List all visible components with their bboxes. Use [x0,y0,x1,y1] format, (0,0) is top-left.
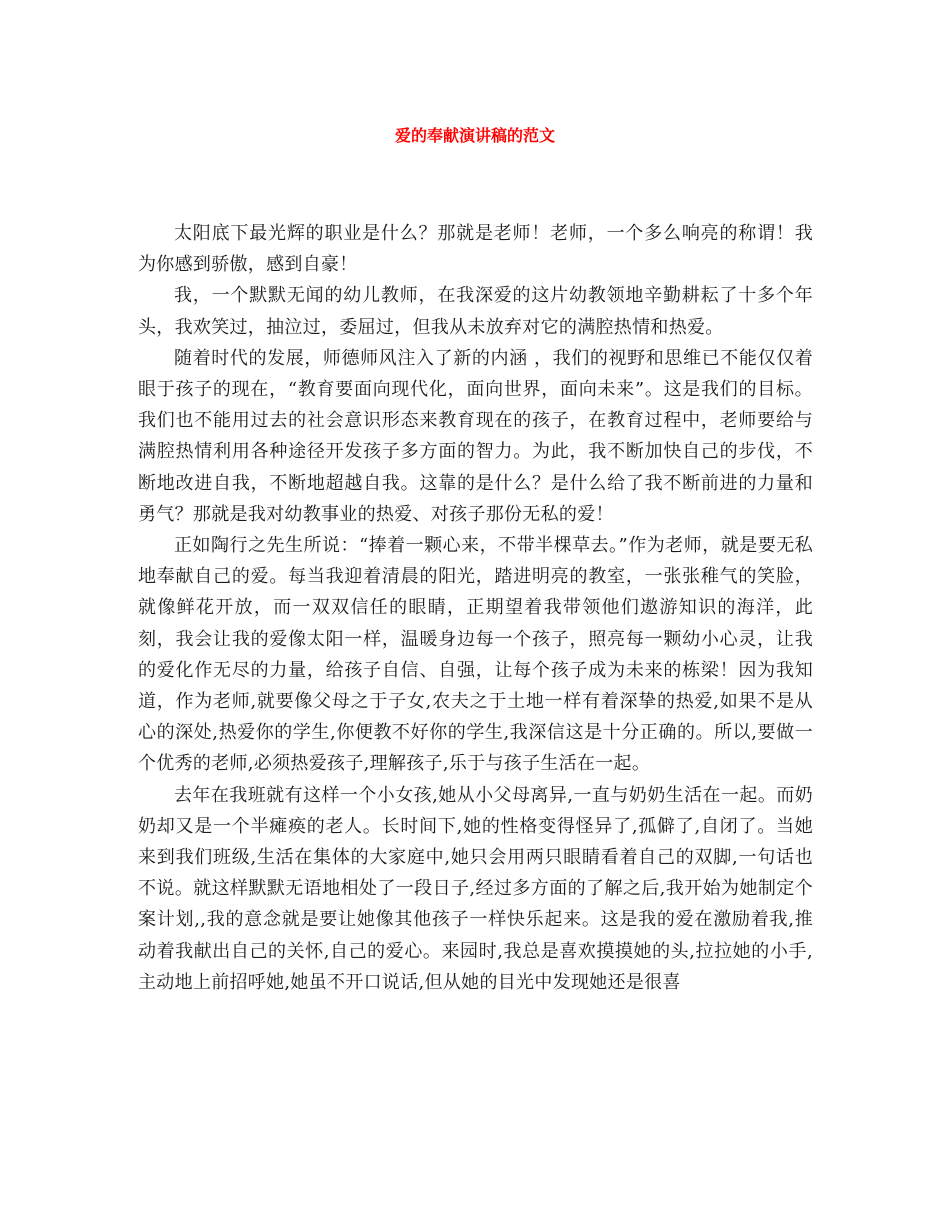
document-title: 爱的奉献演讲稿的范文 [394,126,555,145]
paragraph: 去年在我班就有这样一个小女孩,她从小父母离异,一直与奶奶生活在一起。而奶奶却又是一个半瘫痪的老人。长时间下,她的性格变得怪异了,孤僻了,自闭了。当她来到我们班级,生活在集体的大家庭中,她只会用两只眼睛看着自己的双脚,一句话也不说。就这样默默无语地相处了一段日子,经过多方面的了解之后,我开始为她制定个案计划,,我的意念就是要让她像其他孩子一样快乐起来。这是我的爱在激励着我,推动着我献出自己的关怀,自己的爱心。来园时,我总是喜欢摸摸她的头,拉拉她的小手,主动地上前招呼她,她虽不开口说话,但从她的目光中发现她还是很喜 [138,784,813,993]
paragraph: 随着时代的发展，师德师风注入了新的内涵 ，我们的视野和思维已不能仅仅着眼于孩子的现在，“教育要面向现代化，面向世界，面向未来”。这是我们的目标。我们也不能用过去的社会意识形态来教育现在的孩子，在教育过程中，老师要给与满腔热情利用各种途径开发孩子多方面的智力。为此，我不断加快自己的步伐，不断地改进自我，不断地超越自我。这靠的是什么？是什么给了我不断前进的力量和勇气？那就是我对幼教事业的热爱、对孩子那份无私的爱！ [138,347,813,525]
paragraph: 太阳底下最光辉的职业是什么？那就是老师！老师，一个多么响亮的称谓！我为你感到骄傲，感到自豪！ [138,223,813,276]
document-body [138,218,813,998]
paragraph: 正如陶行之先生所说：“捧着一颗心来，不带半棵草去。”作为老师，就是要无私地奉献自己的爱。每当我迎着清晨的阳光，踏进明亮的教室，一张张稚气的笑脸，就像鲜花开放，而一双双信任的眼睛，正期望着我带领他们遨游知识的海洋，此刻，我会让我的爱像太阳一样，温暖身边每一个孩子，照亮每一颗幼小心灵，让我的爱化作无尽的力量，给孩子自信、自强，让每个孩子成为未来的栋梁！因为我知道，作为老师,就要像父母之于子女,农夫之于土地一样有着深挚的热爱,如果不是从心的深处,热爱你的学生,你便教不好你的学生,我深信这是十分正确的。所以,要做一个优秀的老师,必须热爱孩子,理解孩子,乐于与孩子生活在一起。 [138,535,813,775]
paragraph: 我，一个默默无闻的幼儿教师，在我深爱的这片幼教领地辛勤耕耘了十多个年头，我欢笑过，抽泣过，委屈过，但我从未放弃对它的满腔热情和热爱。 [138,285,813,338]
